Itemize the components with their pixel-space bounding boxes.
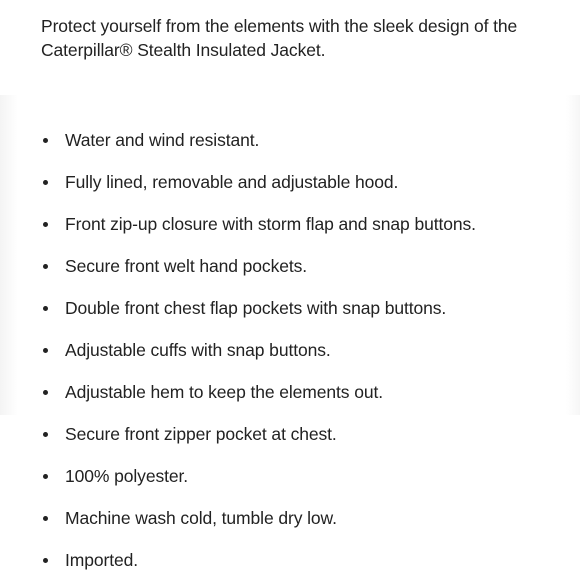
- list-item: [41, 253, 561, 295]
- bullet-icon: [43, 348, 48, 353]
- bullet-icon: [43, 474, 48, 479]
- bullet-icon: [43, 558, 48, 563]
- list-item: [41, 421, 561, 463]
- bullet-icon: [43, 180, 48, 185]
- bullet-icon: [43, 516, 48, 521]
- list-item: [41, 379, 561, 421]
- feature-text: Water and wind resistant.: [65, 130, 260, 150]
- feature-text: Adjustable hem to keep the elements out.: [65, 382, 384, 402]
- list-item: [41, 547, 561, 580]
- list-item: [41, 211, 561, 253]
- right-edge-shade: [566, 95, 580, 415]
- bullet-icon: [43, 432, 48, 437]
- bullet-icon: [43, 306, 48, 311]
- bullet-icon: [43, 222, 48, 227]
- list-item: [41, 337, 561, 379]
- product-description: [41, 14, 541, 570]
- feature-text: Secure front welt hand pockets.: [65, 256, 308, 276]
- feature-text: Double front chest flap pockets with snap buttons.: [65, 298, 447, 318]
- feature-text: Machine wash cold, tumble dry low.: [65, 508, 337, 528]
- bullet-icon: [43, 264, 48, 269]
- product-intro-text: Protect yourself from the elements with the sleek design of the Caterpillar® Stealth Insulated Jacket.: [41, 16, 518, 60]
- feature-text: Adjustable cuffs with snap buttons.: [65, 340, 331, 360]
- bullet-icon: [43, 138, 48, 143]
- bullet-icon: [43, 390, 48, 395]
- left-edge-shade: [0, 95, 18, 415]
- feature-list: [41, 127, 561, 580]
- list-item: [41, 169, 561, 211]
- list-item: [41, 505, 561, 547]
- list-item: [41, 127, 561, 169]
- feature-text: Fully lined, removable and adjustable hood.: [65, 172, 399, 192]
- feature-text: Secure front zipper pocket at chest.: [65, 424, 337, 444]
- list-item: [41, 295, 561, 337]
- feature-text: Imported.: [65, 550, 139, 570]
- feature-text: Front zip-up closure with storm flap and snap buttons.: [65, 214, 476, 234]
- list-item: [41, 463, 561, 505]
- feature-text: 100% polyester.: [65, 466, 189, 486]
